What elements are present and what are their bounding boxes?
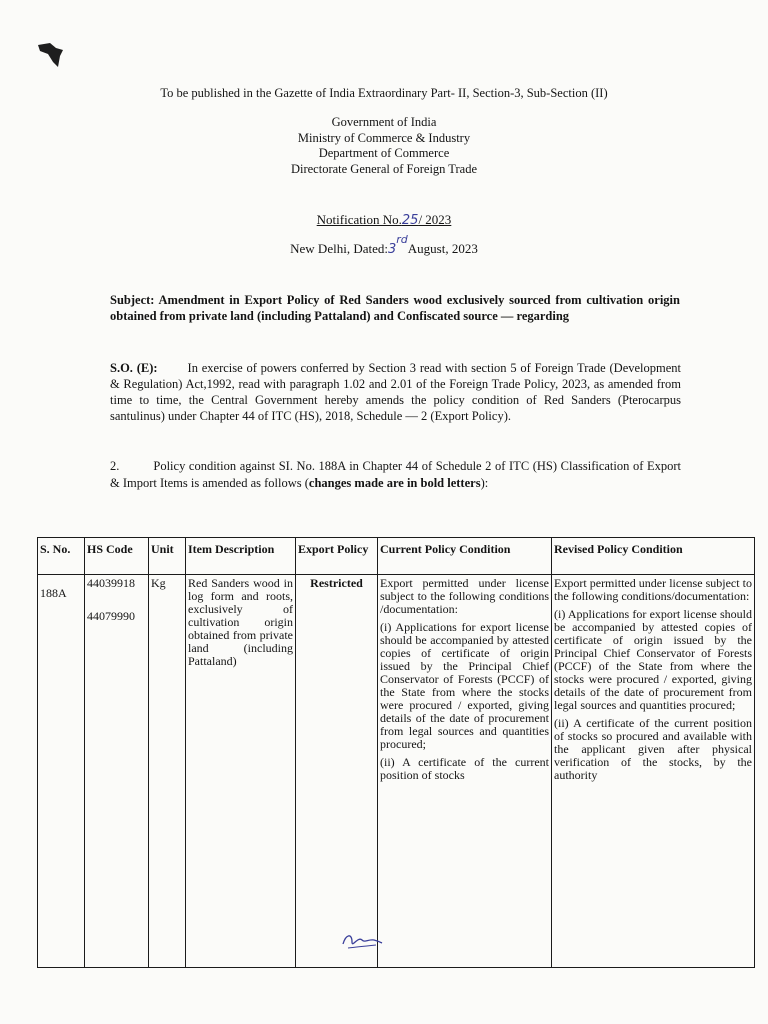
export-policy-value: Restricted [310,576,363,590]
header-hs-code: HS Code [85,538,149,575]
hs-code-1: 44039918 [87,576,135,590]
notification-year: / 2023 [418,212,452,227]
header-unit: Unit [149,538,186,575]
hs-code-2: 44079990 [87,609,135,623]
paragraph-end: ): [480,476,489,490]
item-description-text: Red Sanders wood in log form and roots, exclusively of cultivation origin obtained from private land (including Pattaland) [188,576,293,668]
so-lead: S.O. (E): [110,361,158,375]
paragraph-number: 2. [110,459,120,473]
cell-current-policy [378,575,552,968]
current-condition-i: (i) Applications for export license should be accompanied by attested copies of certificate of origin issued by the Principal Chief Conservator of Forests (PCCF) of the State from where the stocks were procured / exported, giving details of the date of procurement from legal sources and quantities procured; [380,620,549,751]
paragraph-text: Policy condition against SI. No. 188A in Chapter 44 of Schedule 2 of ITC (HS) Classification of Export & Import Items is amended as follows ( [110,459,681,490]
cell-export-policy [296,575,378,968]
cell-item-description [186,575,296,968]
revised-condition-intro: Export permitted under license subject to the following conditions/documentation: [554,576,752,603]
policy-table [37,537,755,968]
cell-hs-code [85,575,149,968]
current-condition-intro: Export permitted under license subject to the following conditions /documentation: [380,576,549,616]
paragraph-2 [110,458,681,492]
so-text: In exercise of powers conferred by Section 3 read with section 5 of Foreign Trade (Development & Regulation) Act,1992, read with paragraph 1.02 and 2.01 of the Foreign Trade Policy, 2023, as amended from time to time, the Central Government hereby amends the policy condition of Red Sanders (Pterocarpus santulinus) under Chapter 44 of ITC (HS), 2018, Schedule — 2 (Export Policy). [110,361,682,423]
header-export-policy: Export Policy [296,538,378,575]
table-row [38,575,755,968]
date-month-year: August, 2023 [407,241,478,256]
notification-date [0,233,768,257]
directorate-line: Directorate General of Foreign Trade [290,161,478,176]
notification-prefix: Notification No. [316,212,402,227]
notification-number-handwritten: 25 [401,213,419,228]
corner-stamp-mark [36,42,66,70]
notification-number [0,212,768,228]
dated-prefix: New Delhi, Dated: [290,241,388,256]
government-line: Government of India [331,115,437,129]
current-condition-ii: (ii) A certificate of the current position of stocks [380,755,549,782]
unit-value: Kg [151,576,166,590]
subject-line: Subject: Amendment in Export Policy of Red Sanders wood exclusively sourced from cultivation origin obtained from private land (including Pattaland) and Confiscated source — regarding [110,293,680,323]
header-sno: S. No. [38,538,85,575]
cell-revised-policy [552,575,755,968]
issuing-authority [0,115,768,177]
department-line: Department of Commerce [318,146,450,161]
header-item-description: Item Description [186,538,296,575]
sno-value: 188A [40,586,67,600]
ministry-line: Ministry of Commerce & Industry [297,130,471,145]
paragraph-bold-note: changes made are in bold letters [308,476,481,490]
header-current-policy: Current Policy Condition [378,538,552,575]
date-day-handwritten: 3 [387,242,397,257]
revised-condition-i: (i) Applications for export license should be accompanied by attested copies of certificate of origin issued by the Principal Chief Conservator of Forests (PCCF) of the State from where the stocks were procured / exported, giving details of the date of procurement from legal sources and quantities procured; [554,607,752,712]
date-day-suffix: rd [396,233,408,246]
table-header-row [38,538,755,575]
cell-sno [38,575,85,968]
cell-unit [149,575,186,968]
gazette-line: To be published in the Gazette of India Extraordinary Part- II, Section-3, Sub-Section (II) [160,86,608,100]
revised-condition-ii: (ii) A certificate of the current position of stocks so procured and available with the applicant given after physical verification of the stocks, by the authority [554,716,752,782]
header-revised-policy: Revised Policy Condition [552,538,755,575]
initials-signature [340,930,384,952]
so-paragraph [110,360,681,424]
